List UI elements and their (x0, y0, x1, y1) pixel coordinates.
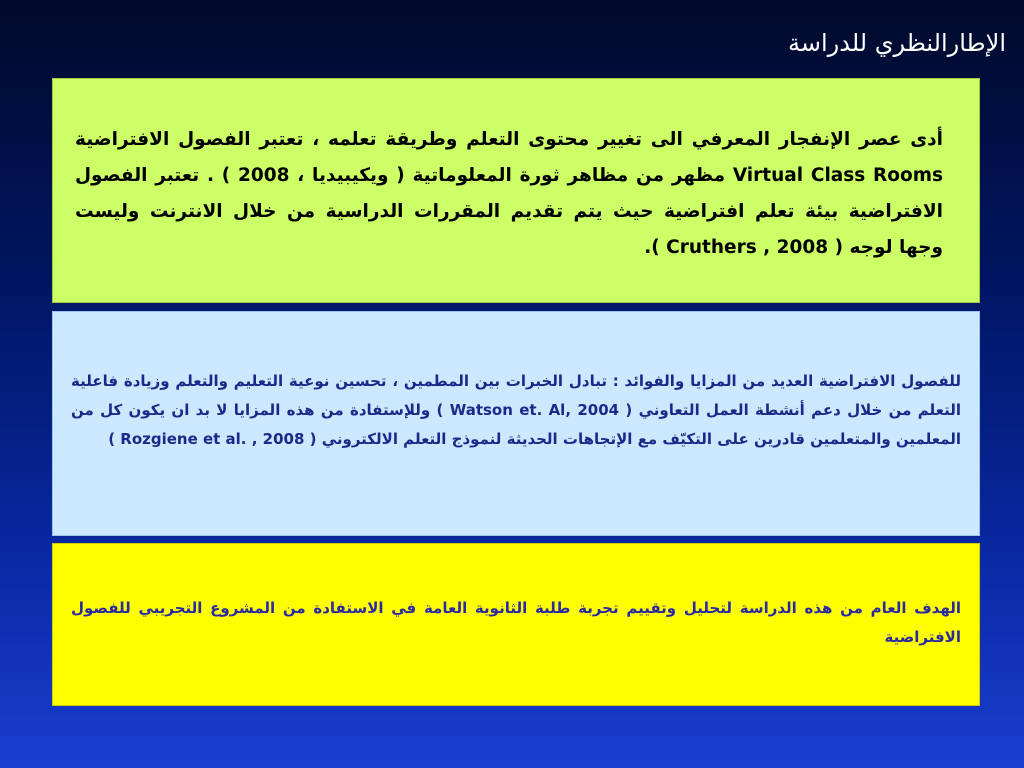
definition-paragraph: أدى عصر الإنفجار المعرفي الى تغيير محتوى التعلم وطريقة تعلمه ، تعتبر الفصول الافتراضية Virtual Class Rooms مظهر من مظاهر ثورة المعلوماتية ( ويكيبيديا ، 2008 ) . تعتبر الفصول الافتراضية بيئة تعلم افتراضية حيث يتم تقديم المقررات الدراسية من خلال الانترنت وليست وجها لوجه ( Cruthers , 2008 ). (75, 129, 943, 258)
text-box-objective (52, 543, 980, 706)
text-box-definition (52, 78, 980, 303)
benefits-paragraph: للفصول الافتراضية العديد من المزايا والفوائد : تبادل الخبرات بين المطمين ، تحسين نوعية التعليم والتعلم وزيادة فاعلية التعلم من خلال دعم أنشطة العمل التعاوني ( Watson et. Al, 2004 ) وللإستفادة من هذه المزايا لا بد ان يكون كل من المعلمين والمتعلمين قادرين على التكيّف مع الإتجاهات الحديثة لنموذج التعلم الالكتروني ( Rozgiene et al. , 2008 ) (71, 372, 961, 448)
text-box-benefits (52, 311, 980, 536)
objective-paragraph: الهدف العام من هذه الدراسة لتحليل وتقييم تجربة طلبة الثانوية العامة في الاستفادة من المشروع التجريبي للفصول الافتراضية (71, 599, 961, 646)
slide-title: الإطارالنظري للدراسة (787, 29, 1006, 57)
